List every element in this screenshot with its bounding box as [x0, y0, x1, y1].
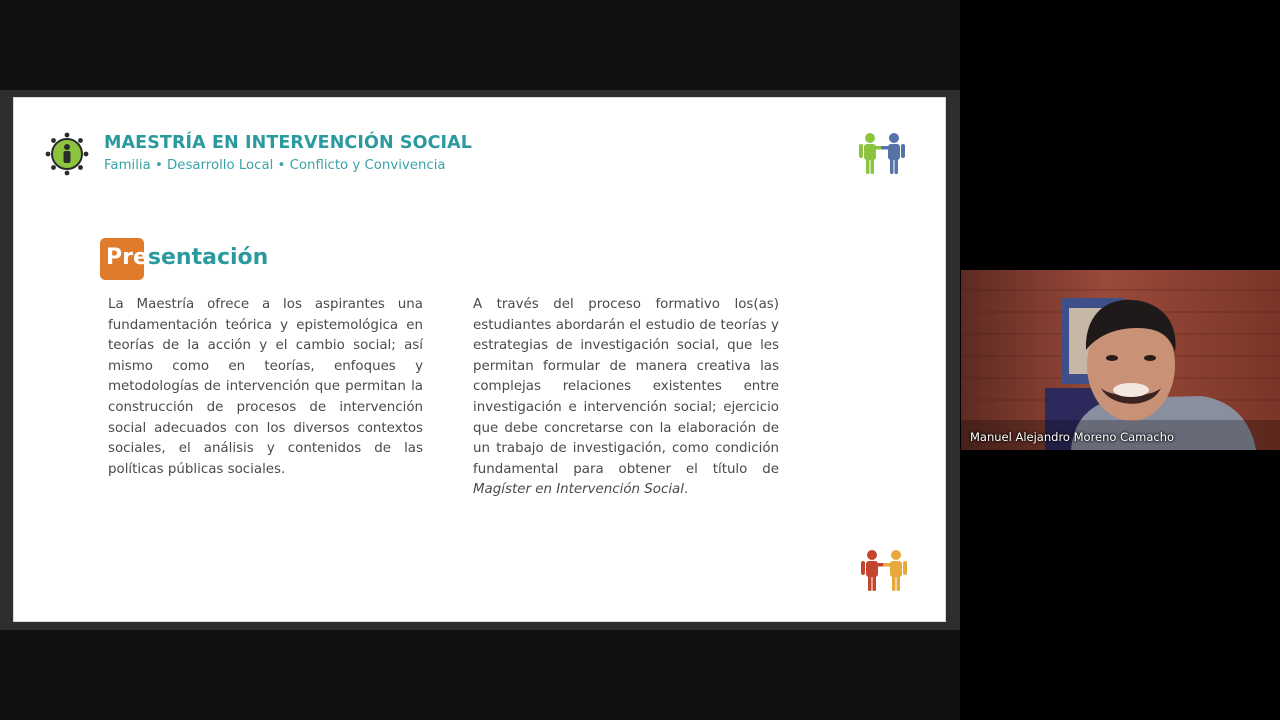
degree-title: Magíster en Intervención Social [473, 482, 684, 498]
presentation-right-paragraph [473, 295, 779, 501]
participant-video-tile[interactable] [961, 270, 1280, 450]
program-subtitle: Familia • Desarrollo Local • Conflicto y Convivencia [104, 158, 446, 173]
participant-name: Manuel Alejandro Moreno Camacho [970, 430, 1175, 444]
right-paragraph-end: . [684, 482, 689, 498]
presentation-left-paragraph: La Maestría ofrece a los aspirantes una fundamentación teórica y epistemológica en teorías de la acción y el cambio social; así mismo como en teorías, enfoques y metodologías de intervención que permitan la construcción de procesos de intervención social adecuados con los diversos contextos sociales, el análisis y contenidos de las políticas públicas sociales. [108, 297, 423, 477]
two-people-icon [857, 132, 909, 176]
participant-video-feed [961, 270, 1280, 450]
people-circle-logo-icon [45, 132, 89, 176]
two-people-icon [859, 549, 911, 593]
program-title: MAESTRÍA EN INTERVENCIÓN SOCIAL [104, 133, 473, 153]
section-title-highlight: Pre [106, 245, 148, 270]
presentation-slide [13, 97, 946, 622]
right-paragraph-text: A través del proceso formativo los(as) estudiantes abordarán el estudio de teorías y estrategias de investigación social, que les permitan formular de manera creativa las complejas relaciones existentes entre investigación e intervención social; ejercicio que debe concretarse con la elaboración de un trabajo de investigación, como condición fundamental para obtener el título de [473, 297, 779, 477]
section-title [106, 245, 268, 270]
section-title-rest: sentación [147, 245, 269, 270]
